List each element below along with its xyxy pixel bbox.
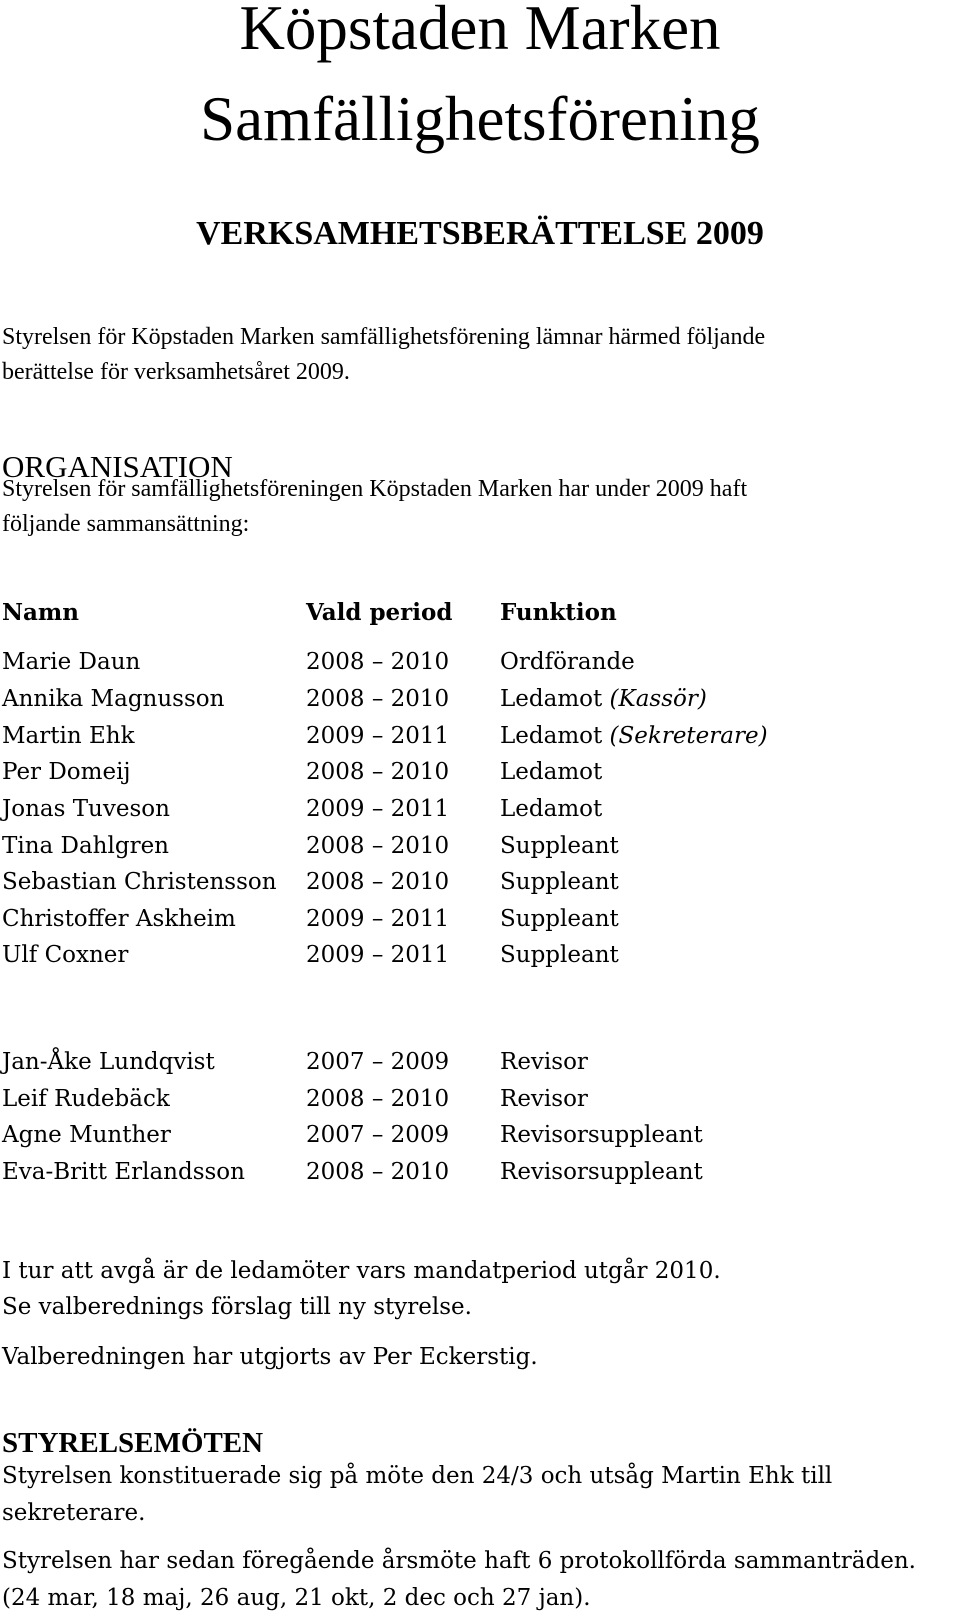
intro-line-1: Styrelsen för Köpstaden Marken samfällighetsförening lämnar härmed följande xyxy=(2,324,766,350)
member-function xyxy=(500,864,619,900)
board-row xyxy=(0,937,960,973)
member-name: Tina Dahlgren xyxy=(2,833,169,859)
document-title-line-2: Samfällighetsförening xyxy=(200,84,760,154)
auditor-name: Leif Rudebäck xyxy=(2,1086,170,1112)
function-label: Suppleant xyxy=(500,906,619,932)
nomination-text: Valberedningen har utgjorts av Per Eckerstig. xyxy=(2,1344,538,1370)
turn-text-line-2: Se valberednings förslag till ny styrelse. xyxy=(2,1294,472,1320)
member-function xyxy=(500,828,619,864)
auditor-period: 2007 – 2009 xyxy=(306,1049,450,1075)
member-name: Christoffer Askheim xyxy=(2,906,236,932)
auditor-name: Agne Munther xyxy=(2,1122,171,1148)
auditor-period: 2008 – 2010 xyxy=(306,1086,450,1112)
member-function xyxy=(500,644,635,680)
member-name: Martin Ehk xyxy=(2,723,135,749)
meetings-text-1-line-1: Styrelsen konstituerade sig på möte den 24/3 och utsåg Martin Ehk till xyxy=(2,1463,833,1489)
intro-line-2: berättelse för verksamhetsåret 2009. xyxy=(2,359,350,385)
board-row xyxy=(0,754,960,790)
board-row xyxy=(0,681,960,717)
auditor-row xyxy=(0,1154,960,1190)
board-row xyxy=(0,901,960,937)
meetings-text-2-line-2: (24 mar, 18 maj, 26 aug, 21 okt, 2 dec och 27 jan). xyxy=(2,1585,591,1611)
board-row xyxy=(0,864,960,900)
member-period: 2009 – 2011 xyxy=(306,796,450,822)
member-period: 2008 – 2010 xyxy=(306,759,450,785)
auditor-name: Eva-Britt Erlandsson xyxy=(2,1159,245,1185)
member-period: 2008 – 2010 xyxy=(306,869,450,895)
function-label: Ledamot xyxy=(500,796,603,822)
member-function xyxy=(500,901,619,937)
member-function xyxy=(500,681,707,717)
function-note: (Sekreterare) xyxy=(609,723,768,749)
column-header-period: Vald period xyxy=(306,599,453,626)
organisation-text-line-1: Styrelsen för samfällighetsföreningen Köpstaden Marken har under 2009 haft xyxy=(2,476,748,502)
meetings-text-2-line-1: Styrelsen har sedan föregående årsmöte haft 6 protokollförda sammanträden. xyxy=(2,1548,916,1574)
meetings-heading: STYRELSEMÖTEN xyxy=(2,1427,264,1459)
board-row xyxy=(0,718,960,754)
member-period: 2009 – 2011 xyxy=(306,942,450,968)
report-title: VERKSAMHETSBERÄTTELSE 2009 xyxy=(196,215,764,252)
auditor-row xyxy=(0,1044,960,1080)
auditor-period: 2007 – 2009 xyxy=(306,1122,450,1148)
member-period: 2009 – 2011 xyxy=(306,906,450,932)
function-label: Ledamot xyxy=(500,686,603,712)
member-period: 2009 – 2011 xyxy=(306,723,450,749)
function-label: Ledamot xyxy=(500,759,603,785)
auditor-row xyxy=(0,1081,960,1117)
member-name: Marie Daun xyxy=(2,649,141,675)
column-header-function: Funktion xyxy=(500,599,617,626)
auditor-period: 2008 – 2010 xyxy=(306,1159,450,1185)
member-function xyxy=(500,791,602,827)
board-row xyxy=(0,791,960,827)
member-name: Sebastian Christensson xyxy=(2,869,277,895)
auditor-function: Revisorsuppleant xyxy=(500,1122,703,1148)
document-title-line-1: Köpstaden Marken xyxy=(239,0,721,63)
organisation-heading: ORGANISATION xyxy=(2,449,233,484)
auditor-function: Revisorsuppleant xyxy=(500,1159,703,1185)
member-name: Jonas Tuveson xyxy=(2,796,170,822)
board-row xyxy=(0,828,960,864)
function-label: Ordförande xyxy=(500,649,635,675)
auditor-function: Revisor xyxy=(500,1049,588,1075)
member-function xyxy=(500,937,619,973)
column-header-name: Namn xyxy=(2,599,79,626)
function-label: Suppleant xyxy=(500,942,619,968)
member-period: 2008 – 2010 xyxy=(306,686,450,712)
function-label: Suppleant xyxy=(500,833,619,859)
board-row xyxy=(0,644,960,680)
member-period: 2008 – 2010 xyxy=(306,833,450,859)
organisation-text-line-2: följande sammansättning: xyxy=(2,511,250,537)
function-label: Ledamot xyxy=(500,723,603,749)
function-note: (Kassör) xyxy=(609,686,707,712)
member-function xyxy=(500,754,602,790)
member-name: Per Domeij xyxy=(2,759,131,785)
member-period: 2008 – 2010 xyxy=(306,649,450,675)
turn-text-line-1: I tur att avgå är de ledamöter vars mandatperiod utgår 2010. xyxy=(2,1258,721,1284)
meetings-text-1-line-2: sekreterare. xyxy=(2,1500,146,1526)
member-name: Ulf Coxner xyxy=(2,942,129,968)
auditor-function: Revisor xyxy=(500,1086,588,1112)
member-name: Annika Magnusson xyxy=(2,686,225,712)
auditor-row xyxy=(0,1117,960,1153)
auditor-name: Jan-Åke Lundqvist xyxy=(2,1049,215,1075)
member-function xyxy=(500,718,768,754)
function-label: Suppleant xyxy=(500,869,619,895)
